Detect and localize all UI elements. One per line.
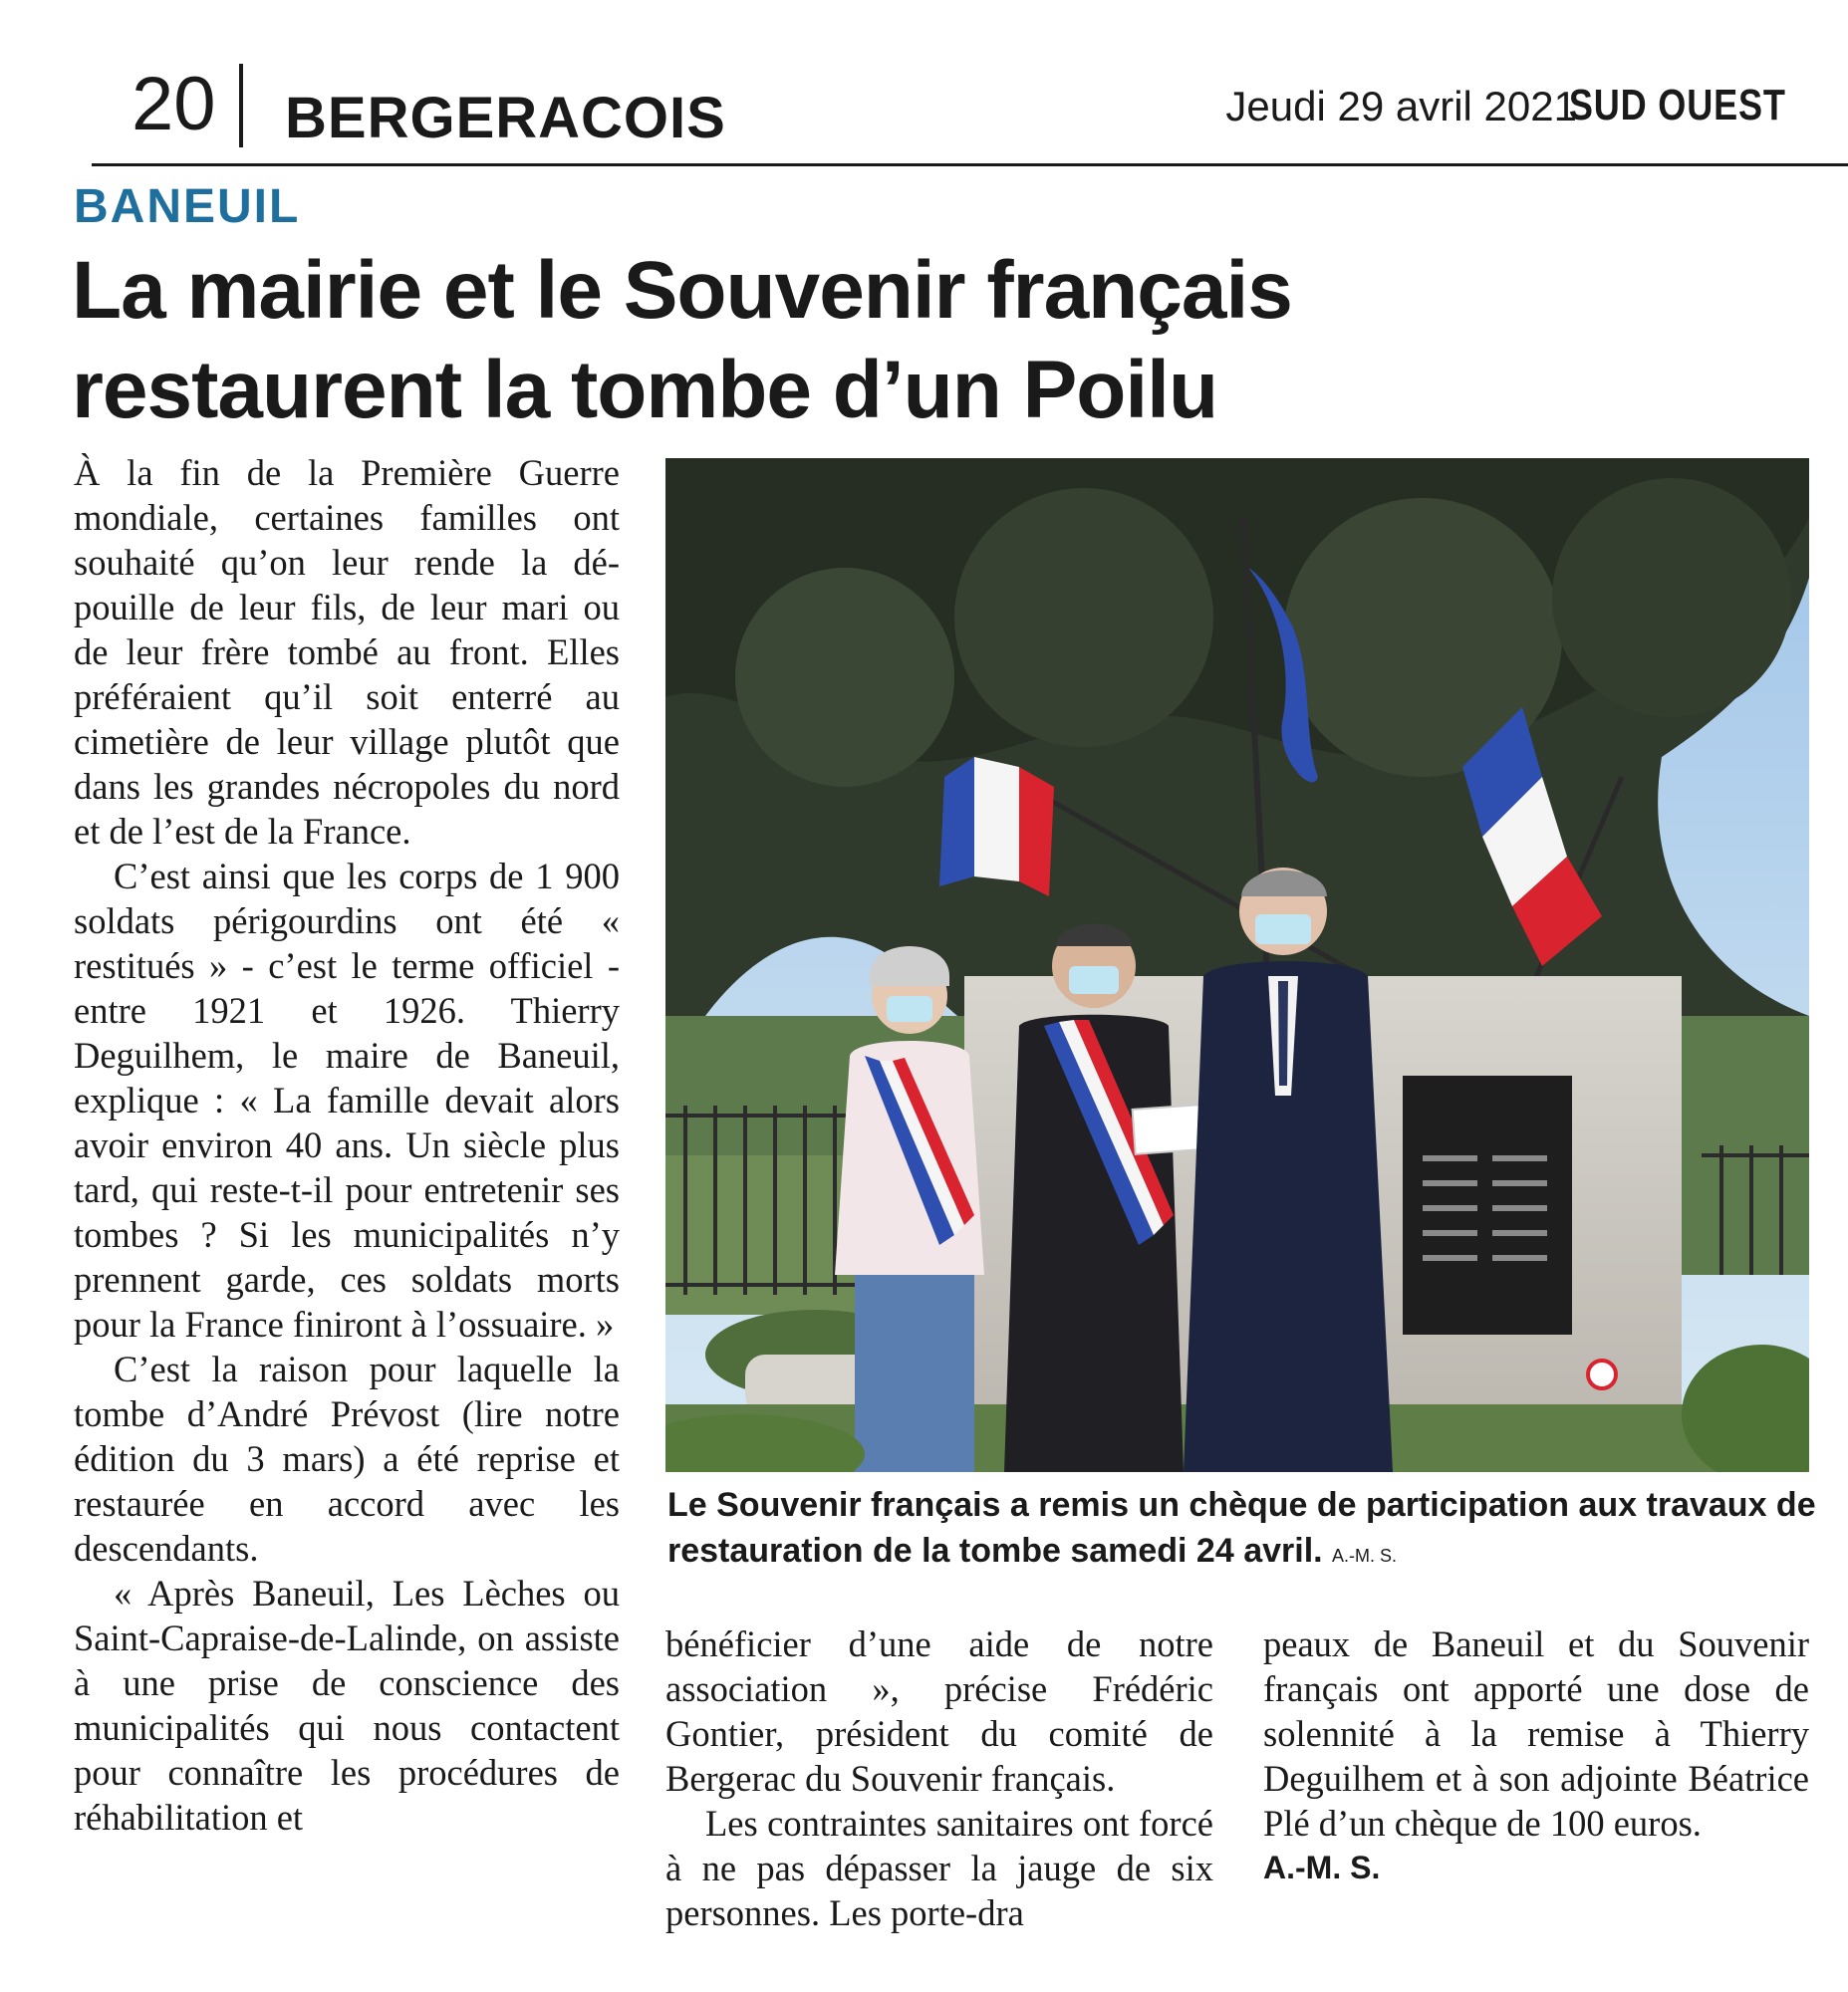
headline-line: restaurent la tombe d’un Poilu: [72, 345, 1218, 435]
section-name: BERGERACOIS: [285, 86, 726, 150]
paragraph: À la fin de la Première Guerre mondiale, certaines familles ont souhaité qu’on leur rende la dépouille de leur fils, de leur mari ou de leur frère tombé au front. Elles préféraient qu’il soit enterré au cimetière de leur village plutôt que dans les grandes nécropoles du nord et de l’est de la France.: [74, 452, 620, 852]
article-signature: A.-M. S.: [1263, 1850, 1381, 1885]
header-rule: [92, 163, 1848, 166]
article-column-1: [74, 450, 620, 1840]
french-flag-left: [939, 757, 1054, 896]
photo-credit: A.-M. S.: [1332, 1546, 1398, 1566]
issue-date: Jeudi 29 avril 2021: [1225, 83, 1577, 129]
paragraph: bénéficier d’une aide de notre association », précise Frédéric Gontier, président du comité de Bergerac du Souvenir français.: [665, 1623, 1213, 1799]
headline-line: La mairie et le Souvenir français: [72, 245, 1292, 336]
paragraph: C’est la raison pour laquelle la tombe d’André Prévost (lire notre édition du 3 mars) a été reprise et restaurée en accord avec les descendants.: [74, 1349, 620, 1569]
article-column-3: [1263, 1621, 1809, 1890]
photo-caption: [667, 1482, 1823, 1579]
paragraph: « Après Baneuil, Les Lèches ou Saint-Capraise-de-Lalinde, on assiste à une prise de conscience des municipalités qui nous contactent pour connaître les procédures de réhabilitation et: [74, 1573, 620, 1838]
ceremony-photo-illustration: [665, 458, 1809, 1472]
article-photo: [665, 458, 1809, 1472]
caption-text: Le Souvenir français a remis un chèque de participation aux travaux de restauration de la tombe samedi 24 avril.: [667, 1486, 1816, 1570]
header-divider: [239, 64, 243, 147]
article-column-2: [665, 1621, 1213, 1935]
article-headline: [72, 241, 1466, 440]
publication-logo: SUD OUEST: [1569, 81, 1786, 129]
page-number: 20: [132, 62, 216, 146]
paragraph: C’est ainsi que les corps de 1 900 soldats périgourdins ont été « restitués » - c’est le terme officiel - entre 1921 et 1926. Thierry Deguilhem, le maire de Baneuil, explique : « La famille devait alors avoir environ 40 ans. Un siècle plus tard, qui reste-t-il pour entretenir ses tombes ? Si les municipalités n’y prennent garde, ces soldats morts pour la France finiront à l’ossuaire. »: [74, 856, 620, 1345]
paragraph: peaux de Baneuil et du Souvenir français ont apporté une dose de solennité à la remise à Thierry Deguilhem et à son adjointe Béatrice Plé d’un chèque de 100 euros.: [1263, 1623, 1809, 1844]
article-kicker: BANEUIL: [74, 180, 301, 233]
paragraph: Les contraintes sanitaires ont forcé à ne pas dépasser la jauge de six personnes. Les porte-dra: [665, 1803, 1213, 1933]
